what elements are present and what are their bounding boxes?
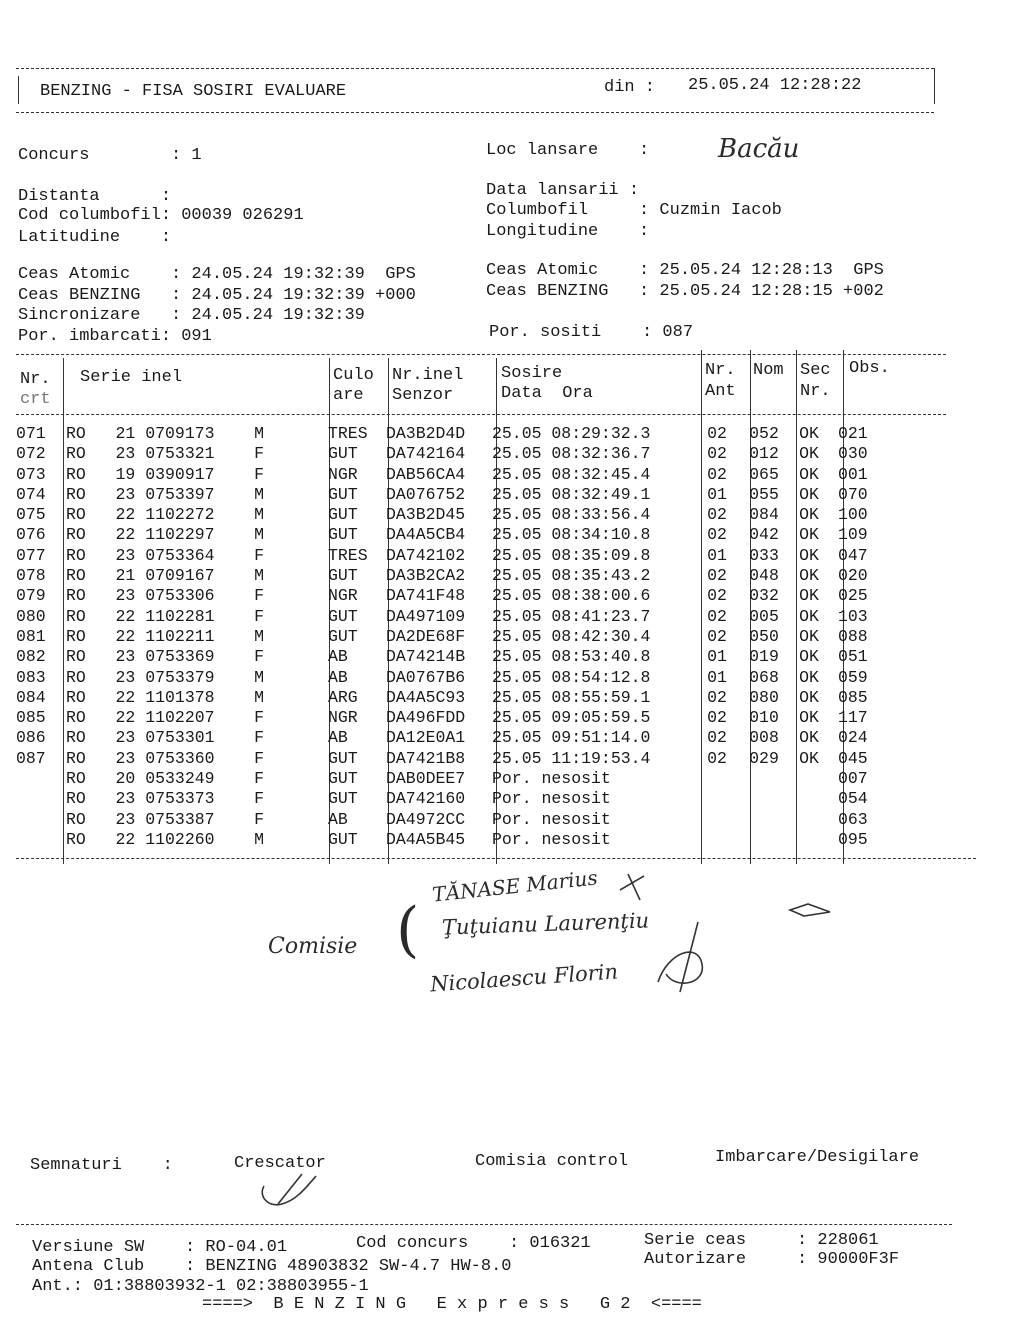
col-serie: Serie inel bbox=[80, 368, 183, 387]
cell-cul: GUT bbox=[328, 505, 358, 525]
cell-nom: 042 bbox=[749, 525, 779, 545]
cell-ser: RO 23 0753373 F bbox=[66, 789, 265, 809]
cell-nom: 084 bbox=[749, 505, 779, 525]
cell-sec: OK bbox=[799, 545, 819, 565]
sincronizare-field: Sincronizare : 24.05.24 19:32:39 bbox=[18, 306, 365, 325]
cell-sec: OK bbox=[799, 748, 819, 768]
cell-nr bbox=[16, 769, 66, 789]
table-row bbox=[16, 789, 898, 809]
cell-ser: RO 23 0753397 M bbox=[66, 484, 265, 504]
din-label: din : bbox=[604, 78, 656, 97]
cell-obs: 085 bbox=[838, 687, 868, 707]
cell-ser: RO 23 0753306 F bbox=[66, 586, 265, 606]
cell-ant: 02 bbox=[707, 586, 727, 606]
cell-obs: 070 bbox=[838, 484, 868, 504]
ceas-benzing-left: Ceas BENZING : 24.05.24 19:32:39 +000 bbox=[18, 286, 416, 305]
cell-cul: GUT bbox=[328, 789, 358, 809]
handwritten-name-3: Nicolaescu Florin bbox=[429, 959, 619, 997]
cell-nom: 033 bbox=[749, 545, 779, 565]
table-row bbox=[16, 708, 898, 728]
cell-ant: 02 bbox=[707, 728, 727, 748]
table-row bbox=[16, 525, 898, 545]
col-nrinel-1: Nr.inel bbox=[392, 366, 464, 385]
bracket-mark: ( bbox=[396, 895, 420, 965]
cell-sen: DA0767B6 bbox=[386, 667, 466, 687]
cell-ant: 01 bbox=[707, 545, 727, 565]
cell-sec bbox=[786, 830, 832, 850]
cell-sos: 25.05 08:33:56.4 bbox=[492, 505, 651, 525]
cell-sec: OK bbox=[799, 606, 819, 626]
table-row bbox=[16, 627, 898, 647]
cell-obs: 051 bbox=[838, 647, 868, 667]
cell-nom: 055 bbox=[749, 484, 779, 504]
cell-ant: 02 bbox=[707, 566, 727, 586]
cell-sos: 25.05 08:55:59.1 bbox=[492, 687, 651, 707]
table-top-border bbox=[16, 354, 946, 355]
cell-obs: 045 bbox=[838, 748, 868, 768]
loc-lansare-handwritten: Bacău bbox=[718, 134, 800, 164]
cell-sos: 25.05 08:54:12.8 bbox=[492, 667, 651, 687]
cell-obs: 024 bbox=[838, 728, 868, 748]
cell-obs: 025 bbox=[838, 586, 868, 606]
cell-sen: DA4A5C93 bbox=[386, 687, 466, 707]
cell-ant bbox=[692, 830, 742, 850]
cell-nr: 078 bbox=[16, 566, 46, 586]
cell-sec: OK bbox=[799, 687, 819, 707]
cell-ser: RO 23 0753379 M bbox=[66, 667, 265, 687]
cell-sos: Por. nesosit bbox=[492, 809, 611, 829]
cell-nom bbox=[742, 810, 786, 830]
cell-nom: 080 bbox=[749, 687, 779, 707]
versiune-sw: Versiune SW : RO-04.01 bbox=[32, 1238, 288, 1257]
cell-nom: 065 bbox=[749, 464, 779, 484]
cell-obs: 021 bbox=[838, 424, 868, 443]
cell-sen: DA74214B bbox=[386, 647, 466, 667]
col-nr-1: Nr. bbox=[20, 370, 51, 389]
cell-cul: TRES bbox=[328, 424, 368, 443]
cell-sos: Por. nesosit bbox=[492, 829, 611, 849]
cell-nr: 082 bbox=[16, 647, 46, 667]
cell-sec: OK bbox=[799, 586, 819, 606]
cell-sos: 25.05 08:32:45.4 bbox=[492, 464, 651, 484]
cell-obs: 020 bbox=[838, 566, 868, 586]
cell-obs: 054 bbox=[838, 789, 868, 809]
cell-sos: 25.05 09:51:14.0 bbox=[492, 728, 651, 748]
cell-nr: 077 bbox=[16, 545, 46, 565]
por-imbarcati-field: Por. imbarcati: 091 bbox=[18, 327, 212, 346]
por-sositi-field: Por. sositi : 087 bbox=[489, 323, 694, 342]
cell-sos: 25.05 08:29:32.3 bbox=[492, 424, 651, 443]
cod-columbofil-field: Cod columbofil: 00039 026291 bbox=[18, 206, 304, 225]
cell-sec: OK bbox=[799, 667, 819, 687]
cell-ant: 01 bbox=[707, 647, 727, 667]
cell-sos: 25.05 08:41:23.7 bbox=[492, 606, 651, 626]
handwritten-name-2: Ţuţuianu Laurenţiu bbox=[441, 908, 650, 940]
cell-sos: Por. nesosit bbox=[492, 769, 611, 789]
cell-obs: 007 bbox=[838, 769, 868, 789]
cell-sos: 25.05 11:19:53.4 bbox=[492, 748, 651, 768]
cell-ant bbox=[692, 810, 742, 830]
concurs-field: Concurs : 1 bbox=[18, 146, 202, 165]
header-left-border bbox=[18, 76, 19, 104]
cell-obs: 117 bbox=[838, 708, 868, 728]
ceas-benzing-right: Ceas BENZING : 25.05.24 12:28:15 +002 bbox=[486, 282, 884, 301]
cell-ser: RO 22 1102297 M bbox=[66, 525, 265, 545]
cell-sen: DAB0DEE7 bbox=[386, 769, 466, 789]
cell-ant: 02 bbox=[707, 424, 727, 443]
col-nrinel-2: Senzor bbox=[392, 386, 454, 405]
col-culo-2: are bbox=[333, 386, 364, 405]
cell-sos: 25.05 08:53:40.8 bbox=[492, 647, 651, 667]
table-row bbox=[16, 485, 898, 505]
table-bottom-border bbox=[16, 858, 976, 859]
cell-nom: 012 bbox=[749, 444, 779, 464]
cell-obs: 030 bbox=[838, 444, 868, 464]
cell-ant: 01 bbox=[707, 484, 727, 504]
table-row bbox=[16, 810, 898, 830]
cell-nr: 073 bbox=[16, 464, 46, 484]
cell-sec bbox=[786, 810, 832, 830]
table-row bbox=[16, 566, 898, 586]
cell-sen: DA4972CC bbox=[386, 809, 466, 829]
col-nr-2: crt bbox=[20, 390, 51, 409]
cell-sec: OK bbox=[799, 505, 819, 525]
results-table bbox=[16, 424, 898, 850]
cell-obs: 109 bbox=[838, 525, 868, 545]
cell-nom: 048 bbox=[749, 566, 779, 586]
cell-sec: OK bbox=[799, 484, 819, 504]
cell-nom: 010 bbox=[749, 708, 779, 728]
cell-nr: 075 bbox=[16, 505, 46, 525]
cell-ser: RO 20 0533249 F bbox=[66, 769, 265, 789]
cell-ant: 02 bbox=[707, 505, 727, 525]
cell-nr bbox=[16, 830, 66, 850]
cell-obs: 103 bbox=[838, 606, 868, 626]
cell-sos: 25.05 08:34:10.8 bbox=[492, 525, 651, 545]
serie-ceas: Serie ceas : 228061 bbox=[644, 1231, 879, 1250]
table-row bbox=[16, 728, 898, 748]
cell-nr: 087 bbox=[16, 748, 46, 768]
cell-ant bbox=[692, 769, 742, 789]
cell-sen: DA3B2D45 bbox=[386, 505, 466, 525]
cell-sec: OK bbox=[799, 444, 819, 464]
header-right-border bbox=[934, 68, 935, 104]
cell-cul: AB bbox=[328, 667, 348, 687]
cell-ant: 02 bbox=[707, 626, 727, 646]
cell-nr: 081 bbox=[16, 626, 46, 646]
ceas-atomic-left: Ceas Atomic : 24.05.24 19:32:39 GPS bbox=[18, 265, 416, 284]
cell-cul: GUT bbox=[328, 769, 358, 789]
cell-obs: 047 bbox=[838, 545, 868, 565]
cell-nom: 050 bbox=[749, 626, 779, 646]
col-obs: Obs. bbox=[849, 359, 890, 378]
table-row bbox=[16, 749, 898, 769]
cell-nr bbox=[16, 789, 66, 809]
cell-sos: 25.05 08:35:43.2 bbox=[492, 566, 651, 586]
table-row bbox=[16, 688, 898, 708]
cell-obs: 059 bbox=[838, 667, 868, 687]
autorizare: Autorizare : 90000F3F bbox=[644, 1250, 900, 1269]
cell-sen: DA3B2CA2 bbox=[386, 566, 466, 586]
cell-ser: RO 23 0753387 F bbox=[66, 809, 265, 829]
table-row bbox=[16, 769, 898, 789]
handwritten-name-1: TĂNASE Marius bbox=[431, 865, 599, 907]
cell-ser: RO 21 0709167 M bbox=[66, 566, 265, 586]
cell-nr: 083 bbox=[16, 667, 46, 687]
cell-sec: OK bbox=[799, 464, 819, 484]
distanta-field: Distanta : bbox=[18, 187, 172, 206]
cell-sen: DA497109 bbox=[386, 606, 466, 626]
table-row bbox=[16, 830, 898, 850]
cell-nom: 052 bbox=[749, 424, 779, 443]
col-sec-1: Sec bbox=[800, 361, 831, 380]
cell-sec: OK bbox=[799, 525, 819, 545]
table-row bbox=[16, 444, 898, 464]
cell-obs: 088 bbox=[838, 626, 868, 646]
cell-nom: 019 bbox=[749, 647, 779, 667]
cell-nr: 085 bbox=[16, 708, 46, 728]
cell-cul: AB bbox=[328, 809, 348, 829]
cell-sec: OK bbox=[799, 708, 819, 728]
data-lansarii-field: Data lansarii : bbox=[486, 181, 640, 200]
table-row bbox=[16, 546, 898, 566]
page-title: BENZING - FISA SOSIRI EVALUARE bbox=[40, 82, 347, 101]
table-row bbox=[16, 505, 898, 525]
cell-ant: 02 bbox=[707, 464, 727, 484]
cell-ant: 02 bbox=[707, 708, 727, 728]
table-row bbox=[16, 424, 898, 444]
cell-nr: 086 bbox=[16, 728, 46, 748]
table-row bbox=[16, 586, 898, 606]
cell-sec: OK bbox=[799, 647, 819, 667]
cell-sen: DA4A5B45 bbox=[386, 829, 466, 849]
columbofil-field: Columbofil : Cuzmin Iacob bbox=[486, 201, 782, 220]
cell-sos: 25.05 08:32:36.7 bbox=[492, 444, 651, 464]
col-nrant-2: Ant bbox=[705, 382, 736, 401]
header-top-border bbox=[16, 68, 934, 69]
cell-ant: 01 bbox=[707, 667, 727, 687]
cell-nr bbox=[16, 810, 66, 830]
cell-sen: DA4A5CB4 bbox=[386, 525, 466, 545]
cell-sec: OK bbox=[799, 728, 819, 748]
comisia-control-label: Comisia control bbox=[475, 1152, 629, 1171]
col-nom: Nom bbox=[753, 361, 784, 380]
crescator-label: Crescator bbox=[234, 1154, 326, 1173]
cell-obs: 095 bbox=[838, 829, 868, 849]
crescator-signature bbox=[258, 1168, 328, 1218]
imbarcare-label: Imbarcare/Desigilare bbox=[715, 1148, 920, 1167]
cell-sos: Por. nesosit bbox=[492, 789, 611, 809]
cell-sen: DA496FDD bbox=[386, 708, 466, 728]
table-row bbox=[16, 647, 898, 667]
footer-separator bbox=[16, 1224, 952, 1225]
cell-obs: 001 bbox=[838, 464, 868, 484]
cell-ant: 02 bbox=[707, 525, 727, 545]
cell-sen: DAB56CA4 bbox=[386, 464, 466, 484]
cell-cul: GUT bbox=[328, 606, 358, 626]
cell-sos: 25.05 08:38:00.6 bbox=[492, 586, 651, 606]
cell-sec bbox=[786, 769, 832, 789]
cell-cul: GUT bbox=[328, 444, 358, 464]
benzing-banner: ====> B E N Z I N G E x p r e s s G 2 <==== bbox=[202, 1295, 702, 1314]
cell-nr: 079 bbox=[16, 586, 46, 606]
cell-cul: AB bbox=[328, 728, 348, 748]
cell-sen: DA12E0A1 bbox=[386, 728, 466, 748]
cell-sec: OK bbox=[799, 424, 819, 443]
cell-sen: DA7421B8 bbox=[386, 748, 466, 768]
cell-ser: RO 22 1102207 F bbox=[66, 708, 265, 728]
col-sec-2: Nr. bbox=[800, 382, 831, 401]
cell-sen: DA742164 bbox=[386, 444, 466, 464]
cell-ser: RO 21 0709173 M bbox=[66, 424, 265, 443]
cell-cul: ARG bbox=[328, 687, 358, 707]
cell-sos: 25.05 08:42:30.4 bbox=[492, 626, 651, 646]
cell-cul: GUT bbox=[328, 566, 358, 586]
header-bottom-border bbox=[16, 112, 934, 113]
cell-nom: 032 bbox=[749, 586, 779, 606]
cell-sen: DA2DE68F bbox=[386, 626, 466, 646]
loc-lansare-field: Loc lansare : bbox=[486, 141, 650, 160]
cell-cul: TRES bbox=[328, 545, 368, 565]
cell-ser: RO 23 0753301 F bbox=[66, 728, 265, 748]
cell-sen: DA742160 bbox=[386, 789, 466, 809]
cell-nr: 076 bbox=[16, 525, 46, 545]
cell-cul: GUT bbox=[328, 748, 358, 768]
cell-nom: 068 bbox=[749, 667, 779, 687]
cell-cul: GUT bbox=[328, 525, 358, 545]
cell-nom: 008 bbox=[749, 728, 779, 748]
cell-nr: 071 bbox=[16, 424, 46, 443]
cell-ser: RO 19 0390917 F bbox=[66, 464, 265, 484]
cell-ser: RO 22 1102272 M bbox=[66, 505, 265, 525]
cell-ser: RO 22 1102281 F bbox=[66, 606, 265, 626]
cell-sen: DA742102 bbox=[386, 545, 466, 565]
antene: Ant.: 01:38803932-1 02:38803955-1 bbox=[32, 1277, 369, 1296]
cell-sos: 25.05 08:35:09.8 bbox=[492, 545, 651, 565]
cell-ant: 02 bbox=[707, 444, 727, 464]
cell-ser: RO 23 0753364 F bbox=[66, 545, 265, 565]
cell-cul: NGR bbox=[328, 708, 358, 728]
table-header-separator bbox=[16, 414, 946, 415]
cell-ser: RO 22 1102260 M bbox=[66, 829, 265, 849]
table-row bbox=[16, 607, 898, 627]
cell-ant: 02 bbox=[707, 748, 727, 768]
cell-nom bbox=[742, 769, 786, 789]
handwritten-signature-marks bbox=[600, 860, 880, 1000]
cell-cul: GUT bbox=[328, 829, 358, 849]
ceas-atomic-right: Ceas Atomic : 25.05.24 12:28:13 GPS bbox=[486, 261, 884, 280]
cell-ser: RO 23 0753369 F bbox=[66, 647, 265, 667]
cell-sec: OK bbox=[799, 626, 819, 646]
cell-ant bbox=[692, 789, 742, 809]
cell-nr: 074 bbox=[16, 484, 46, 504]
latitudine-field: Latitudine : bbox=[18, 228, 172, 247]
semnaturi-label: Semnaturi : bbox=[30, 1156, 173, 1175]
table-row bbox=[16, 465, 898, 485]
din-value: 25.05.24 12:28:22 bbox=[688, 76, 862, 95]
cell-obs: 100 bbox=[838, 505, 868, 525]
col-sosire-1: Sosire bbox=[501, 364, 563, 383]
cell-sec bbox=[786, 789, 832, 809]
cell-cul: GUT bbox=[328, 484, 358, 504]
col-culo-1: Culo bbox=[333, 366, 374, 385]
cod-concurs: Cod concurs : 016321 bbox=[356, 1234, 591, 1253]
cell-sen: DA076752 bbox=[386, 484, 466, 504]
cell-ser: RO 22 1101378 M bbox=[66, 687, 265, 707]
cell-nr: 080 bbox=[16, 606, 46, 626]
longitudine-field: Longitudine : bbox=[486, 222, 650, 241]
cell-nr: 084 bbox=[16, 687, 46, 707]
cell-ser: RO 23 0753360 F bbox=[66, 748, 265, 768]
col-nrant-1: Nr. bbox=[705, 361, 736, 380]
cell-sos: 25.05 08:32:49.1 bbox=[492, 484, 651, 504]
cell-ser: RO 23 0753321 F bbox=[66, 444, 265, 464]
table-row bbox=[16, 668, 898, 688]
cell-sec: OK bbox=[799, 566, 819, 586]
cell-nr: 072 bbox=[16, 444, 46, 464]
cell-cul: GUT bbox=[328, 626, 358, 646]
cell-nom: 005 bbox=[749, 606, 779, 626]
cell-cul: NGR bbox=[328, 586, 358, 606]
cell-ser: RO 22 1102211 M bbox=[66, 626, 265, 646]
handwritten-comisie: Comisie bbox=[268, 934, 358, 959]
cell-sos: 25.05 09:05:59.5 bbox=[492, 708, 651, 728]
cell-nom: 029 bbox=[749, 748, 779, 768]
cell-nom bbox=[742, 830, 786, 850]
cell-obs: 063 bbox=[838, 809, 868, 829]
cell-ant: 02 bbox=[707, 606, 727, 626]
cell-sen: DA741F48 bbox=[386, 586, 466, 606]
cell-nom bbox=[742, 789, 786, 809]
cell-cul: NGR bbox=[328, 464, 358, 484]
col-sosire-2: Data Ora bbox=[501, 384, 593, 403]
antena-club: Antena Club : BENZING 48903832 SW-4.7 HW-8.0 bbox=[32, 1257, 512, 1276]
cell-ant: 02 bbox=[707, 687, 727, 707]
cell-sen: DA3B2D4D bbox=[386, 424, 466, 443]
cell-cul: AB bbox=[328, 647, 348, 667]
